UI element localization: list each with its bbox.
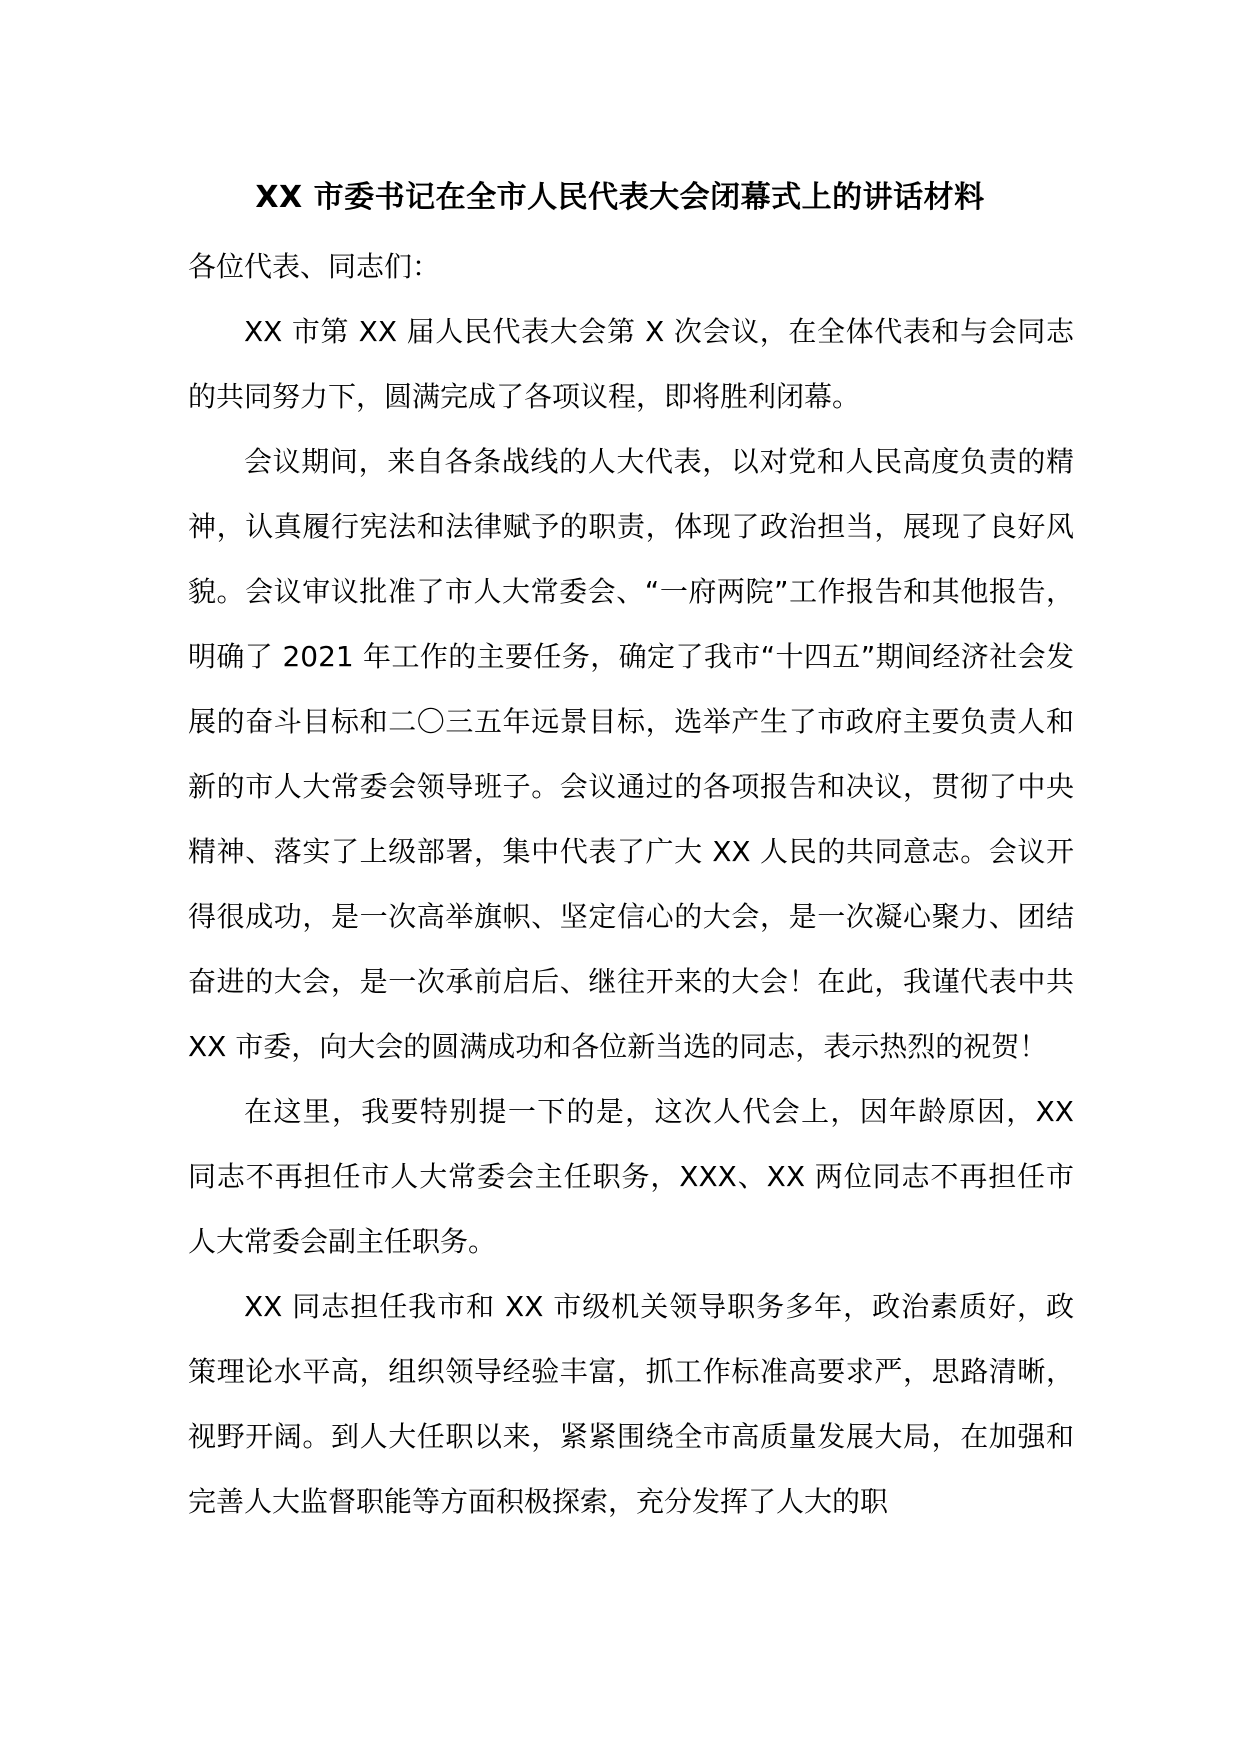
paragraph-2: 会议期间，来自各条战线的人大代表，以对党和人民高度负责的精神，认真履行宪法和法律赋予的职责，体现了政治担当，展现了良好风貌。会议审议批准了市人大常委会、“一府两院”工作报告和其他报告，明确了 2021 年工作的主要任务，确定了我市“十四五”期间经济社会发展的奋斗目标和二〇三五年远景目标，选举产生了市政府主要负责人和新的市人大常委会领导班子。会议通过的各项报告和决议，贯彻了中央精神、落实了上级部署，集中代表了广大 XX 人民的共同意志。会议开得很成功，是一次高举旗帜、坚定信心的大会，是一次凝心聚力、团结奋进的大会，是一次承前启后、继往开来的大会！在此，我谨代表中共 XX 市委，向大会的圆满成功和各位新当选的同志，表示热烈的祝贺！ — [188, 445, 1074, 1063]
paragraph-1: XX 市第 XX 届人民代表大会第 X 次会议，在全体代表和与会同志的共同努力下，圆满完成了各项议程，即将胜利闭幕。 — [188, 315, 1074, 413]
document-body — [188, 234, 1074, 1534]
paragraph-3: 在这里，我要特别提一下的是，这次人代会上，因年龄原因，XX 同志不再担任市人大常委会主任职务，XXX、XX 两位同志不再担任市人大常委会副主任职务。 — [188, 1095, 1074, 1258]
paragraph-4: XX 同志担任我市和 XX 市级机关领导职务多年，政治素质好，政策理论水平高，组织领导经验丰富，抓工作标准高要求严，思路清晰，视野开阔。到人大任职以来，紧紧围绕全市高质量发展大局，在加强和完善人大监督职能等方面积极探索，充分发挥了人大的职 — [188, 1290, 1074, 1518]
document-title: XX 市委书记在全市人民代表大会闭幕式上的讲话材料 — [255, 180, 985, 215]
salutation: 各位代表、同志们： — [188, 250, 441, 283]
